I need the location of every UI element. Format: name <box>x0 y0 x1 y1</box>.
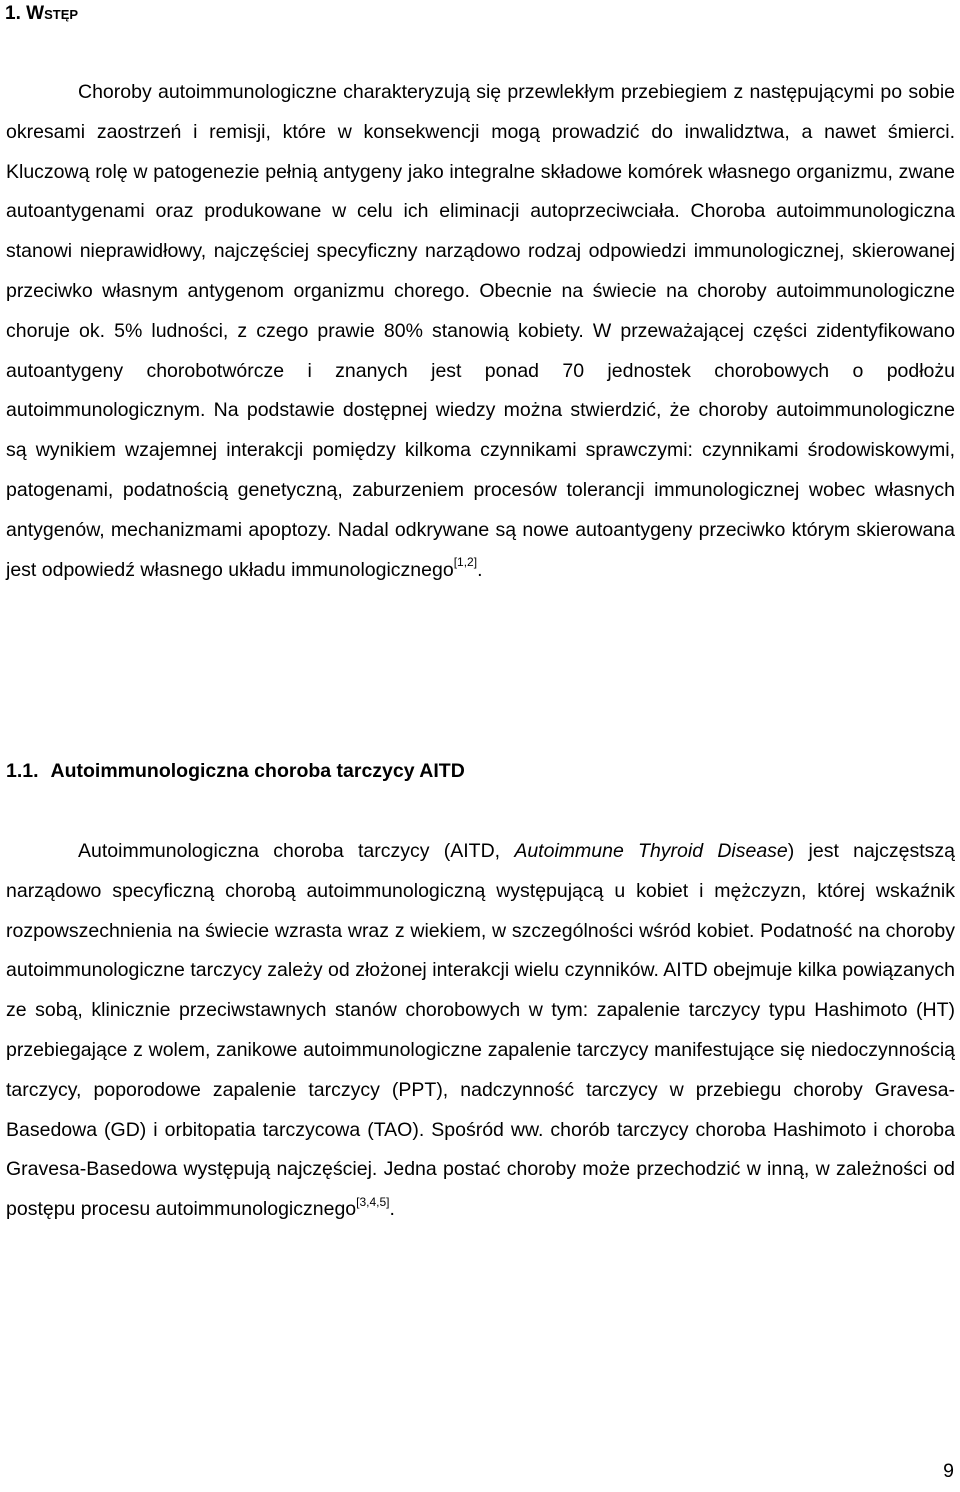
citation-3-4-5: [3,4,5] <box>356 1194 390 1209</box>
chapter-title-initial: W <box>26 3 45 24</box>
chapter-title-rest: stęp <box>44 3 79 24</box>
aitd-paragraph-end: . <box>389 1198 395 1221</box>
section-title: Autoimmunologiczna choroba tarczycy AITD <box>50 760 465 782</box>
aitd-paragraph <box>6 832 955 1230</box>
chapter-number: 1. <box>5 3 21 24</box>
aitd-paragraph-text-start: Autoimmunologiczna choroba tarczycy (AITD, <box>78 840 515 862</box>
aitd-english-term: Autoimmune Thyroid Disease <box>514 840 788 862</box>
citation-1-2: [1,2] <box>453 555 478 570</box>
aitd-paragraph-text-rest: ) jest najczęstszą narządowo specyficzną chorobą autoimmunologiczną występującą u kobiet i mężczyzn, której wskaźnik rozpowszechnienia na świecie wzrasta wraz z wiekiem, w szczególności wśród kobiet. Podatność na choroby autoimmunologiczne tarczycy zależy od złożonej interakcji wielu czynników. AITD obejmuje kilka powiązanych ze sobą, klinicznie przeciwstawnych stanów chorobowych w tym: zapalenie tarczycy typu Hashimoto (HT) przebiegające z wolem, zanikowe autoimmunologiczne zapalenie tarczycy manifestujące się niedoczynnością tarczycy, poporodowe zapalenie tarczycy (PPT), nadczynność tarczycy w przebiegu choroby Gravesa-Basedowa (GD) i orbitopatia tarczycowa (TAO). Spośród ww. chorób tarczycy choroba Hashimoto i choroba Gravesa-Basedowa występują najczęściej. Jedna postać choroby może przechodzić w inną, w zależności od postępu procesu autoimmunologicznego <box>6 840 955 1221</box>
intro-paragraph-text: Choroby autoimmunologiczne charakteryzują się przewlekłym przebiegiem z następującymi po sobie okresami zaostrzeń i remisji, które w konsekwencji mogą prowadzić do inwalidztwa, a nawet śmierci. Kluczową rolę w patogenezie pełnią antygeny jako integralne składowe komórek własnego organizmu, zwane autoantygenami oraz produkowane w celu ich eliminacji autoprzeciwciała. Choroba autoimmunologiczna stanowi nieprawidłowy, najczęściej specyficzny narządowo rodzaj odpowiedzi immunologicznej, skierowanej przeciwko własnym antygenom organizmu chorego. Obecnie na świecie na choroby autoimmunologiczne choruje ok. 5% ludności, z czego prawie 80% stanowią kobiety. W przeważającej części zidentyfikowano autoantygeny chorobotwórcze i znanych jest ponad 70 jednostek chorobowych o podłożu autoimmunologicznym. Na podstawie dostępnej wiedzy można stwierdzić, że choroby autoimmunologiczne są wynikiem wzajemnej interakcji pomiędzy kilkoma czynnikami sprawczymi: czynnikami środowiskowymi, patogenami, podatnością genetyczną, zaburzeniem procesów tolerancji immunologicznej wobec własnych antygenów, mechanizmami apoptozy. Nadal odkrywane są nowe autoantygeny przeciwko którym skierowana jest odpowiedź własnego układu immunologicznego <box>6 81 955 581</box>
section-number: 1.1. <box>6 760 39 782</box>
intro-paragraph-end: . <box>477 558 483 581</box>
section-heading <box>6 757 465 785</box>
intro-paragraph <box>6 73 955 590</box>
chapter-heading <box>5 2 78 26</box>
page-number: 9 <box>943 1460 954 1482</box>
